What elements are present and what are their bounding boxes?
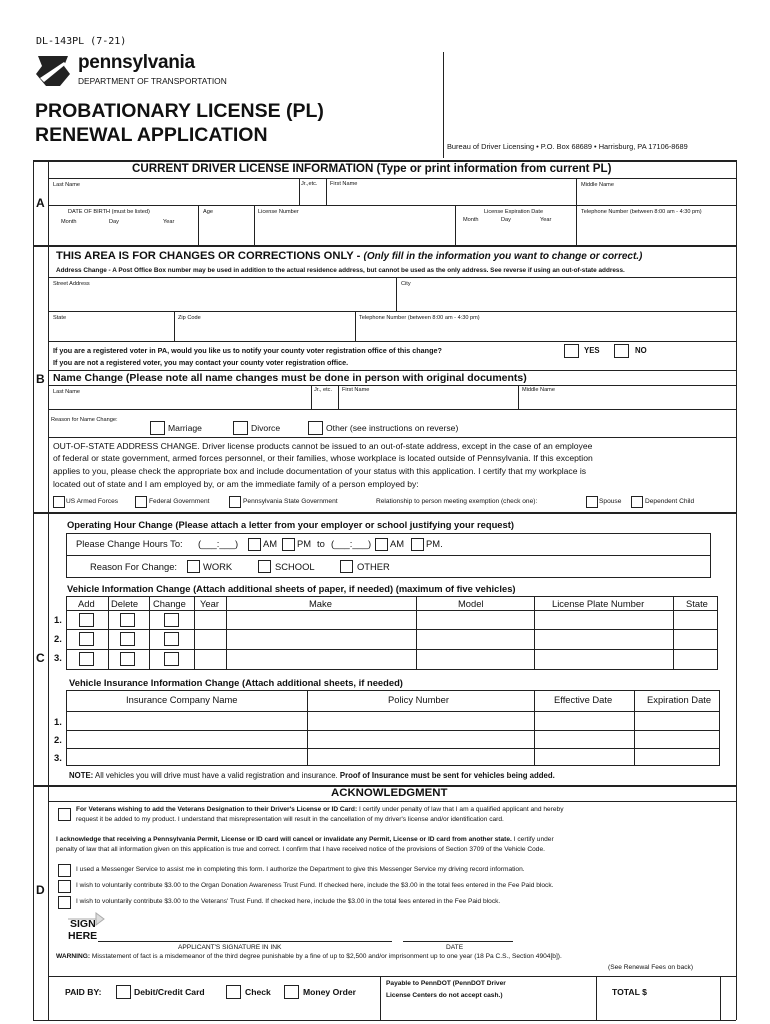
label-middle-name: Middle Name [581, 182, 614, 188]
title-line-1: PROBATIONARY LICENSE (PL) [35, 100, 324, 122]
label-new-last-name: Last Name [53, 389, 81, 395]
label-age: Age [203, 209, 213, 215]
money-order-checkbox[interactable] [284, 985, 299, 999]
oos-line-1: OUT-OF-STATE ADDRESS CHANGE. Driver license products cannot be issued to an out-of-state address, except in the case of an employee [53, 441, 593, 451]
insurance-row-3-number: 3. [54, 752, 62, 763]
col-plate: License Plate Number [552, 598, 645, 609]
date-label: DATE [446, 944, 464, 951]
col-delete: Delete [111, 598, 139, 609]
here-label: HERE [68, 930, 98, 942]
col-change: Change [153, 598, 186, 609]
divorce-label: Divorce [251, 423, 281, 433]
form-number: DL-143PL (7-21) [36, 36, 127, 47]
from-am-checkbox[interactable] [248, 538, 261, 551]
vehicle-2-change-checkbox[interactable] [164, 632, 179, 646]
voter-note: If you are not a registered voter, you may contact your county voter registration office. [53, 358, 349, 367]
from-pm-checkbox[interactable] [282, 538, 295, 551]
pa-state-gov-checkbox[interactable] [229, 496, 241, 508]
label-last-name: Last Name [53, 182, 81, 188]
other-reason-label: OTHER [357, 561, 390, 572]
pennsylvania-keystone-logo-icon [34, 52, 72, 90]
dependent-child-checkbox[interactable] [631, 496, 643, 508]
section-b-letter: B [36, 372, 45, 386]
label-new-first-name: First Name [342, 387, 370, 393]
warning-text: WARNING: Misstatement of fact is a misdemeanor of the third degree punishable by a fine of up to $2,500 and/or imprisonment up to one year (18 Pa C.S., Section 4904[b]). [56, 953, 562, 960]
other-name-reason-label: Other (see instructions on reverse) [326, 423, 459, 433]
changes-heading: THIS AREA IS FOR CHANGES OR CORRECTIONS ONLY - (Only fill in the information you want to change or correct.) [56, 250, 643, 262]
label-reason-name-change: Reason for Name Change: [51, 417, 118, 423]
oos-line-3: applies to you, please check the appropriate box and include documentation of your status with this application. I certify that my workplace is [53, 466, 587, 476]
voter-yes-checkbox[interactable] [564, 344, 579, 358]
label-state: State [53, 315, 67, 321]
from-am-label: AM [263, 538, 278, 549]
label-exp-date: License Expiration Date [484, 209, 544, 215]
voter-no-checkbox[interactable] [614, 344, 629, 358]
spouse-checkbox[interactable] [586, 496, 598, 508]
title-line-2: RENEWAL APPLICATION [35, 124, 268, 146]
veterans-fund-checkbox[interactable] [58, 896, 71, 909]
to-am-label: AM [390, 538, 405, 549]
bureau-address: Bureau of Driver Licensing • P.O. Box 68689 • Harrisburg, PA 17106-8689 [447, 142, 688, 151]
label-exp-month: Month [463, 217, 479, 223]
reason-change-label: Reason For Change: [90, 561, 178, 572]
hours-from-blank[interactable]: (___:___) [198, 538, 239, 549]
sign-label: SIGN [70, 918, 96, 930]
vehicle-2-delete-checkbox[interactable] [120, 632, 135, 646]
organ-donation-checkbox[interactable] [58, 880, 71, 893]
organ-donation-text: I wish to voluntarily contribute $3.00 to the Organ Donation Awareness Trust Fund. If checked here, include the $3.00 in the total fees entered in the Fee Paid block. [76, 882, 554, 889]
label-exp-day: Day [501, 217, 511, 223]
messenger-service-text: I used a Messenger Service to assist me in completing this form. I authorize the Department to give this Messenger Service my driving record information. [76, 866, 525, 873]
from-pm-label: PM [297, 538, 312, 549]
label-license-number: License Number [258, 209, 299, 215]
marriage-label: Marriage [168, 423, 202, 433]
spouse-label: Spouse [599, 498, 622, 505]
other-reason-checkbox[interactable] [340, 560, 353, 573]
voter-question: If you are a registered voter in PA, would you like us to notify your county voter registration office of this change? [53, 346, 442, 355]
vehicle-1-change-checkbox[interactable] [164, 613, 179, 627]
oos-line-4: located out of state and I am employed by, or am the immediate family of a person employed by: [53, 479, 419, 489]
total-label: TOTAL $ [612, 987, 647, 997]
label-new-middle-name: Middle Name [522, 387, 555, 393]
section-c-letter: C [36, 651, 45, 665]
acknowledgment-heading: ACKNOWLEDGMENT [331, 787, 448, 799]
to-pm-label: PM. [426, 538, 443, 549]
insurance-heading: Vehicle Insurance Information Change (Attach additional sheets, if needed) [69, 677, 403, 688]
payable-line-2: License Centers do not accept cash.) [386, 992, 503, 999]
section-a-letter: A [36, 196, 45, 210]
hours-to-blank[interactable]: (___:___) [331, 538, 372, 549]
vehicle-heading: Vehicle Information Change (Attach additional sheets of paper, if needed) (maximum of five vehicles) [67, 583, 516, 594]
veterans-designation-text: For Veterans wishing to add the Veterans Designation to their Driver's License or ID Card: I certify under penalty of law that I am a qualified applicant and hereby [76, 806, 564, 813]
date-line[interactable] [403, 941, 513, 942]
col-year: Year [200, 598, 219, 609]
col-add: Add [78, 598, 95, 609]
label-telephone: Telephone Number (between 8:00 am - 4:30 pm) [581, 209, 702, 215]
label-new-jr: Jr., etc. [314, 387, 333, 393]
col-model: Model [458, 598, 484, 609]
col-make: Make [309, 598, 332, 609]
messenger-service-checkbox[interactable] [58, 864, 71, 877]
label-city: City [401, 281, 411, 287]
to-am-checkbox[interactable] [375, 538, 388, 551]
armed-forces-checkbox[interactable] [53, 496, 65, 508]
vehicle-1-add-checkbox[interactable] [79, 613, 94, 627]
section-d-letter: D [36, 883, 45, 897]
label-exp-year: Year [540, 217, 552, 223]
receipt-acknowledgment-line-2: penalty of law that all information given on this application is true and correct. I confirm that I have received notice of the provisions of Section 3709 of the Vehicle Code. [56, 846, 545, 853]
pa-state-gov-label: Pennsylvania State Government [243, 498, 338, 505]
label-street: Street Address [53, 281, 90, 287]
to-label: to [317, 538, 325, 549]
dependent-child-label: Dependent Child [645, 498, 695, 505]
change-hours-label: Please Change Hours To: [76, 538, 183, 549]
department-name: DEPARTMENT OF TRANSPORTATION [78, 76, 227, 86]
receipt-acknowledgment: I acknowledge that receiving a Pennsylvania Permit, License or ID card will cancel or invalidate any Permit, License or ID card from another state. I certify under [56, 836, 554, 843]
check-label: Check [245, 987, 271, 997]
marriage-checkbox[interactable] [150, 421, 165, 435]
vehicle-3-add-checkbox[interactable] [79, 652, 94, 666]
voter-no-label: NO [635, 346, 647, 355]
vehicle-row-1-number: 1. [54, 614, 62, 625]
divorce-checkbox[interactable] [233, 421, 248, 435]
vehicle-3-change-checkbox[interactable] [164, 652, 179, 666]
address-change-note: Address Change - A Post Office Box number may be used in addition to the actual residence address, but cannot be used as the only address. See reverse if using an out-of-state address. [56, 267, 625, 274]
relationship-label: Relationship to person meeting exemption (check one): [376, 498, 538, 505]
label-zip: Zip Code [178, 315, 201, 321]
col-expiration-date: Expiration Date [647, 694, 712, 705]
insurance-row-2-number: 2. [54, 734, 62, 745]
operating-heading: Operating Hour Change (Please attach a letter from your employer or school justifying your request) [67, 519, 514, 530]
signature-line[interactable] [98, 941, 392, 942]
to-pm-checkbox[interactable] [411, 538, 424, 551]
fees-note: (See Renewal Fees on back) [608, 964, 694, 971]
vehicle-row-2-number: 2. [54, 633, 62, 644]
insurance-note: NOTE: All vehicles you will drive must have a valid registration and insurance. Proof of Insurance must be sent for vehicles being added. [69, 771, 555, 780]
veterans-designation-checkbox[interactable] [58, 808, 71, 821]
col-insurance-company: Insurance Company Name [126, 694, 238, 705]
label-dob-year: Year [163, 219, 175, 225]
name-change-heading: Name Change (Please note all name changes must be done in person with original documents) [53, 372, 527, 384]
vehicle-3-delete-checkbox[interactable] [120, 652, 135, 666]
voter-yes-label: YES [584, 346, 600, 355]
paid-by-label: PAID BY: [65, 987, 102, 997]
school-label: SCHOOL [275, 561, 315, 572]
oos-line-2: of federal or state government, armed forces personnel, or their families, whose workplace is located outside of Pennsylvania. If this exception [53, 453, 593, 463]
label-first-name: First Name [330, 181, 358, 187]
col-effective-date: Effective Date [554, 694, 613, 705]
armed-forces-label: US Armed Forces [66, 498, 119, 505]
current-info-heading: CURRENT DRIVER LICENSE INFORMATION (Type or print information from current PL) [132, 162, 612, 175]
label-jr: Jr.,etc. [301, 181, 318, 187]
work-label: WORK [203, 561, 233, 572]
signature-label: APPLICANT'S SIGNATURE IN INK [178, 944, 282, 951]
debit-credit-label: Debit/Credit Card [134, 987, 205, 997]
veterans-fund-text: I wish to voluntarily contribute $3.00 to the Veterans' Trust Fund. If checked here, include the $3.00 in the total fees entered in the Fee Paid block. [76, 898, 501, 905]
school-checkbox[interactable] [258, 560, 271, 573]
insurance-row-1-number: 1. [54, 716, 62, 727]
label-new-telephone: Telephone Number (between 8:00 am - 4:30 pm) [359, 315, 480, 321]
veterans-designation-line-2: request it be added to my product. I understand that misrepresentation will result in the cancellation of my driver's license and/or identification card. [76, 816, 504, 823]
debit-credit-checkbox[interactable] [116, 985, 131, 999]
vehicle-2-add-checkbox[interactable] [79, 632, 94, 646]
vehicle-row-3-number: 3. [54, 652, 62, 663]
federal-gov-label: Federal Government [149, 498, 210, 505]
col-state: State [686, 598, 708, 609]
label-dob-month: Month [61, 219, 77, 225]
money-order-label: Money Order [303, 987, 357, 997]
brand-name: pennsylvania [78, 52, 195, 73]
payable-line-1: Payable to PennDOT (PennDOT Driver [386, 980, 506, 987]
col-policy-number: Policy Number [388, 694, 449, 705]
work-checkbox[interactable] [187, 560, 200, 573]
federal-gov-checkbox[interactable] [135, 496, 147, 508]
vehicle-1-delete-checkbox[interactable] [120, 613, 135, 627]
label-dob: DATE OF BIRTH (must be listed) [68, 209, 150, 215]
other-name-reason-checkbox[interactable] [308, 421, 323, 435]
check-checkbox[interactable] [226, 985, 241, 999]
label-dob-day: Day [109, 219, 119, 225]
